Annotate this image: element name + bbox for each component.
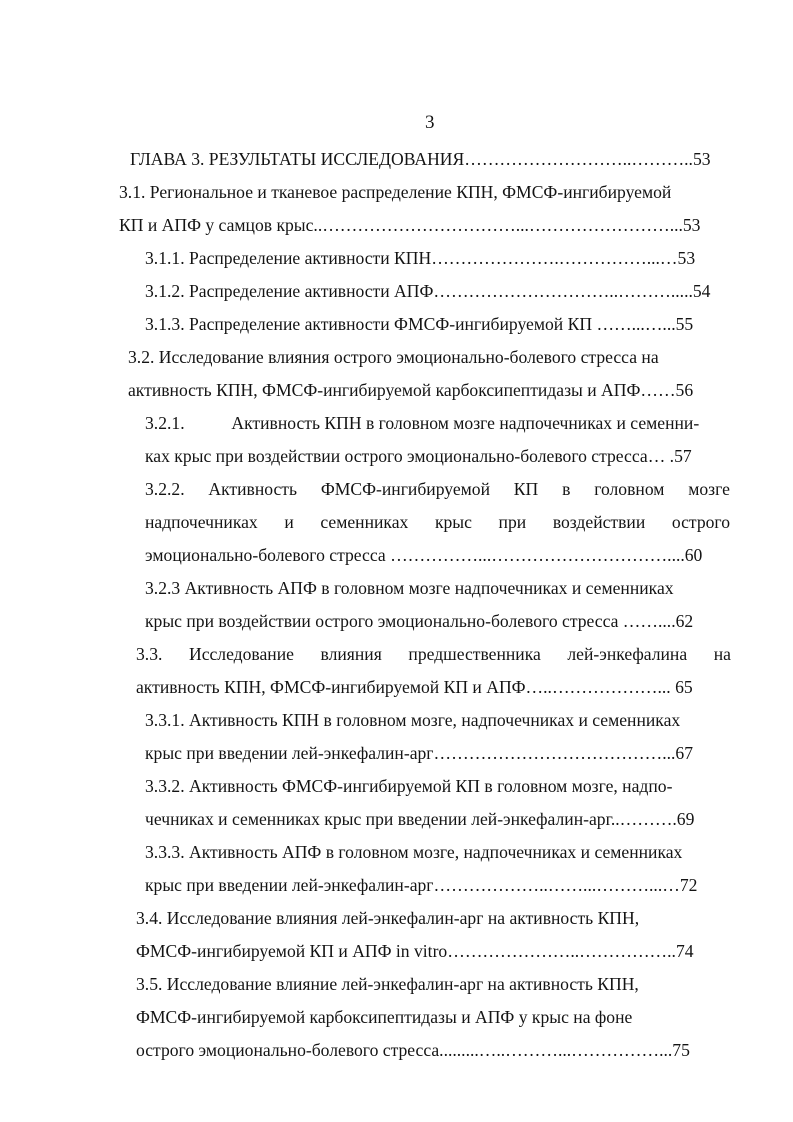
toc-3-3-3-line-2: крыс при введении лей-энкефалин-арг………………..……...………...…72 [145, 875, 698, 895]
toc-3-4-line-1: 3.4. Исследование влияния лей-энкефалин-арг на активность КПН, [136, 908, 640, 928]
word: в [562, 479, 571, 499]
toc-3-2-3-line-2: крыс при воздействии острого эмоционально-болевого стресса ……....62 [145, 611, 694, 631]
word: мозге [688, 479, 730, 499]
word: острого [671, 512, 730, 532]
toc-3-3-line-1 [136, 638, 731, 671]
toc-3-3-1-line-1: 3.3.1. Активность КПН в головном мозге, надпочечниках и семенниках [145, 710, 681, 730]
toc-3-3-2-line-2: чечниках и семенниках крыс при введении лей-энкефалин-арг..……….69 [145, 809, 695, 829]
toc-3-2-1-number: 3.2.1. [145, 413, 185, 433]
word: 3.2.2. [145, 479, 185, 499]
toc-3-5-line-2: ФМСФ-ингибируемой карбоксипептидазы и АПФ у крыс на фоне [136, 1007, 633, 1027]
toc-3-1-line-1 [119, 176, 731, 209]
toc-3-2-2-line-1 [145, 473, 730, 506]
toc-3-5-line-1: 3.5. Исследование влияние лей-энкефалин-арг на активность КПН, [136, 974, 639, 994]
toc-3-3-2-line-1: 3.3.2. Активность ФМСФ-ингибируемой КП в головном мозге, надпо- [145, 776, 673, 796]
word: КП [513, 479, 539, 499]
toc-3-2-1-text: Активность КПН в головном мозге надпочечниках и семенни- [231, 413, 700, 433]
page-number: 3 [425, 112, 435, 133]
word: при [498, 512, 527, 532]
word: семенниках [320, 512, 409, 532]
word: 3.3. [136, 644, 163, 664]
word: воздействии [552, 512, 646, 532]
toc-3-1-line-2: КП и АПФ у самцов крыс..……………………………...……………………...53 [119, 215, 701, 235]
toc-3-2-1-line-1 [145, 407, 730, 440]
word: и [284, 512, 294, 532]
word: надпочечниках [145, 512, 258, 532]
toc-chapter-3: ГЛАВА 3. РЕЗУЛЬТАТЫ ИССЛЕДОВАНИЯ………………………..………..53 [130, 149, 711, 169]
word: крыс [434, 512, 472, 532]
word: на [713, 644, 731, 664]
toc-3-2-3-line-1: 3.2.3 Активность АПФ в головном мозге надпочечниках и семенниках [145, 578, 674, 598]
toc-3-1-2: 3.1.2. Распределение активности АПФ…………………………..……….....54 [145, 281, 711, 301]
toc-3-1-3: 3.1.3. Распределение активности ФМСФ-ингибируемой КП ……...…...55 [145, 314, 694, 334]
toc-3-2-line-2: активность КПН, ФМСФ-ингибируемой карбоксипептидазы и АПФ……56 [128, 380, 694, 400]
toc-3-3-1-line-2: крыс при введении лей-энкефалин-арг…………………………………...67 [145, 743, 694, 763]
toc-3-5-line-3: острого эмоционально-болевого стресса.........…..………...……………...75 [136, 1040, 690, 1060]
word: влияния [320, 644, 382, 664]
toc-3-2-2-line-3: эмоционально-болевого стресса ……………...…………………………....60 [145, 545, 703, 565]
toc-3-2-line-1: 3.2. Исследование влияния острого эмоционально-болевого стресса на [128, 347, 659, 367]
word: предшественника [408, 644, 541, 664]
word: ФМСФ-ингибируемой [320, 479, 490, 499]
word: лей-энкефалина [567, 644, 688, 664]
toc-3-2-2-line-2 [145, 506, 730, 539]
toc-3-3-3-line-1: 3.3.3. Активность АПФ в головном мозге, надпочечниках и семенниках [145, 842, 683, 862]
word: Исследование [188, 644, 294, 664]
toc-3-3-line-2: активность КПН, ФМСФ-ингибируемой КП и АПФ…..………………... 65 [136, 677, 693, 697]
toc-3-4-line-2: ФМСФ-ингибируемой КП и АПФ in vitro…………………..……………..74 [136, 941, 694, 961]
toc-3-1-text: 3.1. Региональное и тканевое распределение КПН, ФМСФ-ингибируемой [119, 182, 672, 202]
toc-3-2-1-line-2: ках крыс при воздействии острого эмоционально-болевого стресса… .57 [145, 446, 692, 466]
toc-3-1-1: 3.1.1. Распределение активности КПН………………….……………...…53 [145, 248, 696, 268]
word: головном [594, 479, 665, 499]
word: Активность [208, 479, 298, 499]
